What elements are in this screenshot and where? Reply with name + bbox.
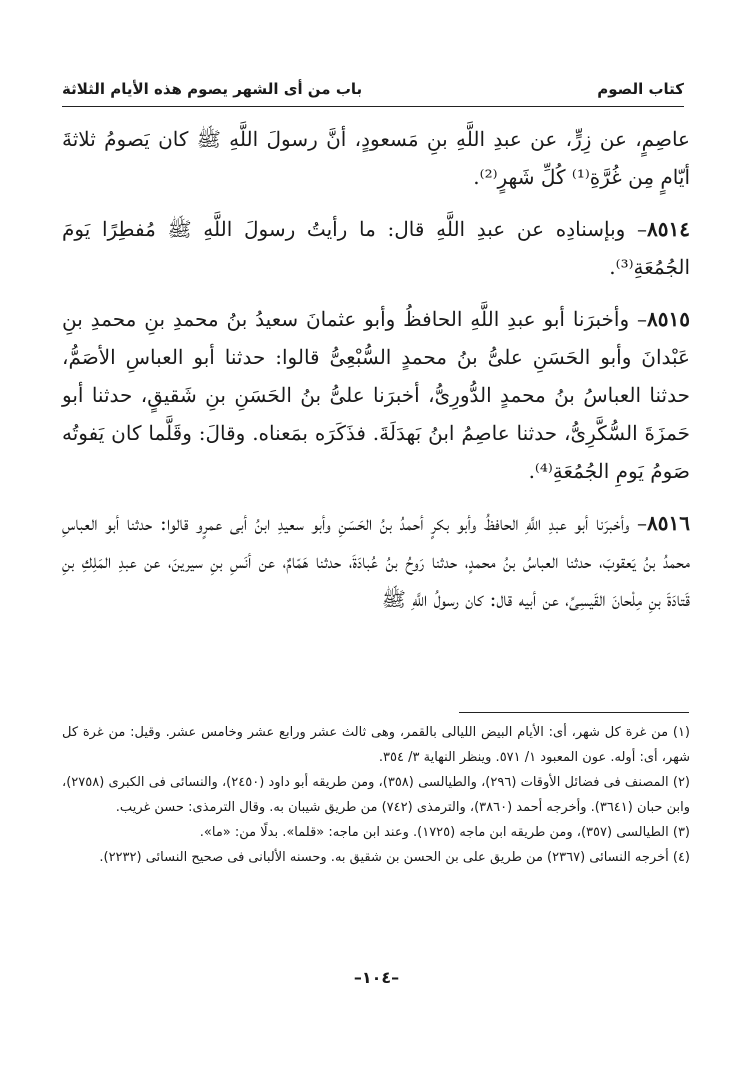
- page-number: –١٠٤–: [353, 968, 400, 987]
- hadith-number: ٨٥١٦: [647, 511, 690, 535]
- hadith-number: ٨٥١٤: [647, 217, 690, 241]
- running-header: [62, 74, 684, 104]
- paragraph-text: – وأخبرَنا أبو عبدِ اللَّهِ الحافظُ وأبو بكرٍ أحمدُ بنُ الحَسَنِ وأبو سعيدِ ابنُ أبى عمرٍو قالوا: حدثنا أبو العباسِ محمدُ بنُ يَعقوبَ، حدثنا العباسُ بنُ محمدٍ، حدثنا رَوحُ بنُ عُبادَةَ، حدثنا هَمّامٌ، عن أنَسِ بنِ سيرينَ، عن عبدِ المَلِكِ بنِ قَتادَةَ بنِ مِلْحانَ القَيسِىِّ، عن أبيه قال: كان رسولُ اللَّهِ ﷺ: [62, 511, 690, 611]
- main-text: [62, 120, 690, 632]
- footnote-3: (٣) الطيالسى (٣٥٧)، ومن طريقه ابن ماجه (١٧٢٥). وعند ابن ماجه: «قلما». بدلًا من: «ما».: [199, 825, 690, 840]
- header-divider: [62, 106, 684, 107]
- hadith-number: ٨٥١٥: [647, 307, 690, 331]
- footnote-divider: [459, 712, 689, 713]
- paragraph-8514: [62, 210, 690, 286]
- paragraph-text: – وبإسنادِه عن عبدِ اللَّهِ قال: ما رأيتُ رسولَ اللَّهِ ﷺ مُفطِرًا يَومَ الجُمُعَةِ⁽³⁾.: [62, 217, 690, 279]
- header-chapter-title: باب من أى الشهر يصوم هذه الأيام الثلاثة: [62, 80, 363, 98]
- paragraph-text: – وأخبرَنا أبو عبدِ اللَّهِ الحافظُ وأبو عثمانَ سعيدُ بنُ محمدِ بنِ محمدِ بنِ عَبْدانَ وأبو الحَسَنِ علىُّ بنُ محمدٍ السُّبْعِىُّ قالوا: حدثنا أبو العباسِ الأصَمُّ، حدثنا العباسُ بنُ محمدٍ الدُّورِىُّ، أخبرَنا علىُّ بنُ الحَسَنِ بنِ شَقيقٍ، حدثنا أبو حَمزَةَ السُّكَّرِىُّ، حدثنا عاصِمُ ابنُ بَهدَلَةَ. فذَكَرَه بمَعناه. وقالَ: وقَلَّما كان يَفوتُه صَومُ يَومِ الجُمُعَةِ⁽⁴⁾.: [62, 307, 690, 483]
- paragraph-8515: [62, 300, 690, 490]
- header-book-title: كتاب الصوم: [597, 80, 684, 98]
- paragraph-continuation: [62, 120, 690, 196]
- footnotes: [62, 720, 690, 870]
- footnote-1: (١) من غرة كل شهر، أى: الأيام البيض الليالى بالقمر، وهى ثالث عشر ورابع عشر وخامس عشر. وقيل: من غرة كل شهر، أى: أوله. عون المعبود ١/ ٥٧١. وينظر النهاية ٣/ ٣٥٤.: [62, 725, 690, 765]
- paragraph-8516: [62, 504, 690, 618]
- footnote-4: (٤) أخرجه النسائى (٢٣٦٧) من طريق على بن الحسن بن شقيق به. وحسنه الألبانى فى صحيح النسائى (٢٢٣٢).: [99, 850, 690, 865]
- paragraph-text: عاصِمٍ، عن زِرٍّ، عن عبدِ اللَّهِ بنِ مَسعودٍ، أنَّ رسولَ اللَّهِ ﷺ كان يَصومُ ثلاثةَ أيّامٍ مِن غُرَّةِ⁽¹⁾ كُلِّ شَهرٍ⁽²⁾.: [62, 127, 690, 189]
- footnote-2: (٢) المصنف فى فضائل الأوقات (٢٩٦)، والطيالسى (٣٥٨)، ومن طريقه أبو داود (٢٤٥٠)، والنسائى فى الكبرى (٢٧٥٨)، وابن حبان (٣٦٤١). وأخرجه أحمد (٣٨٦٠)، والترمذى (٧٤٢) من طريق شيبان به. وقال الترمذى: حسن غريب.: [62, 775, 690, 815]
